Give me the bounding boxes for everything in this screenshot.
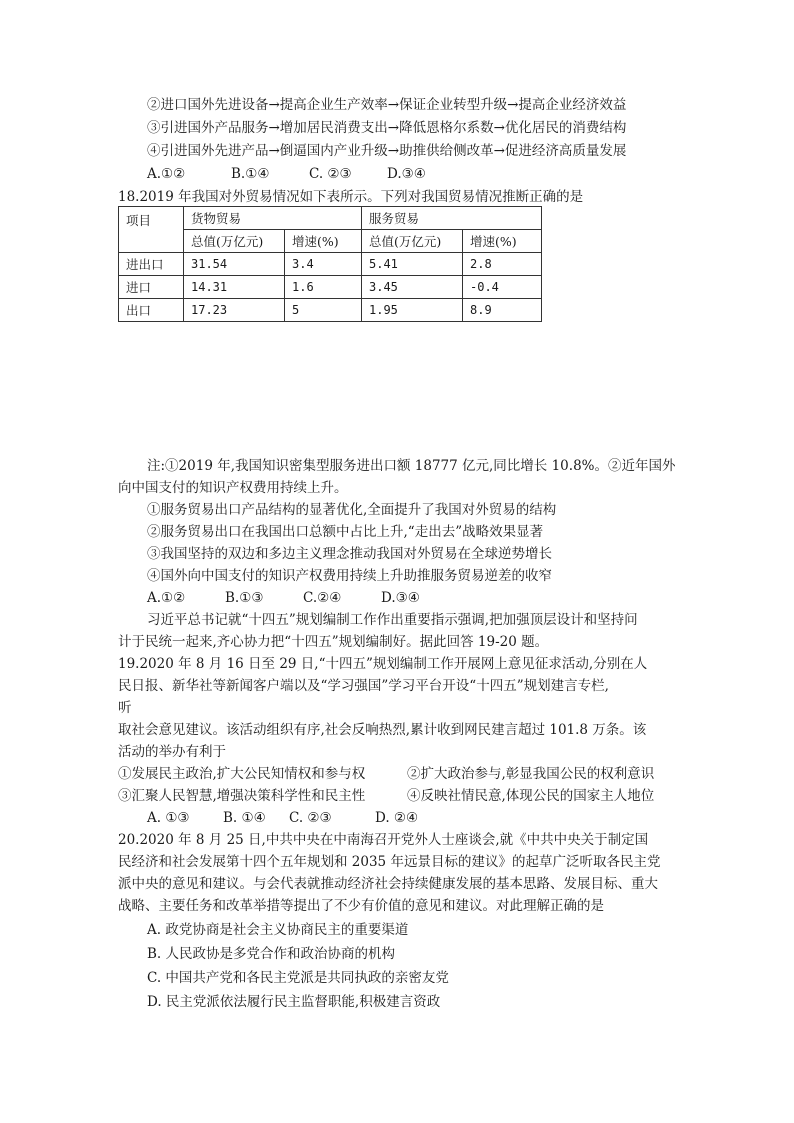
- trade-table: [118, 206, 542, 322]
- q17-item-4: ④引进国外先进产品→倒逼国内产业升级→助推供给侧改革→促进经济高质量发展: [147, 143, 627, 159]
- intro-line-2: 计于民统一起来,齐心协力把“十四五”规划编制好。据此回答 19-20 题。: [118, 634, 549, 650]
- q19-line-5: 活动的举办有利于: [118, 744, 226, 760]
- q19-item-4: ④反映社情民意,体现公民的国家主人地位: [407, 788, 655, 804]
- row-label: 出口: [119, 299, 184, 322]
- q18-option-c[interactable]: C.②④: [303, 590, 342, 606]
- q20-option-c[interactable]: C. 中国共产党和各民主党派是共同执政的亲密友党: [147, 970, 449, 986]
- subheader-goods-growth: 增速(%): [285, 230, 362, 253]
- subheader-services-growth: 增速(%): [463, 230, 542, 253]
- services-growth-cell: -0.4: [463, 276, 542, 299]
- q17-option-d[interactable]: D.③④: [387, 166, 426, 182]
- q17-item-2: ②进口国外先进设备→提高企业生产效率→保证企业转型升级→提高企业经济效益: [147, 97, 627, 113]
- q18-option-d[interactable]: D.③④: [381, 590, 420, 606]
- header-goods: 货物贸易: [184, 207, 362, 230]
- q18-options: [147, 589, 420, 607]
- table-header-row: [119, 207, 542, 230]
- goods-total-cell: 31.54: [184, 253, 285, 276]
- q18-note-line-2: 向中国支付的知识产权费用持续上升。: [118, 480, 348, 496]
- q18-stem: 18.2019 年我国对外贸易情况如下表所示。下列对我国贸易情况推断正确的是: [118, 189, 584, 205]
- q19-option-c[interactable]: C. ②③: [289, 810, 332, 826]
- goods-growth-cell: 3.4: [285, 253, 362, 276]
- q19-option-a[interactable]: A. ①③: [147, 810, 190, 826]
- q19-option-b[interactable]: B. ①④: [223, 810, 266, 826]
- goods-growth-cell: 5: [285, 299, 362, 322]
- q17-option-c[interactable]: C. ②③: [309, 166, 352, 182]
- subheader-services-total: 总值(万亿元): [362, 230, 463, 253]
- goods-growth-cell: 1.6: [285, 276, 362, 299]
- q18-option-b[interactable]: B.①③: [225, 590, 264, 606]
- q19-item-2: ②扩大政治参与,彰显我国公民的权利意识: [407, 766, 655, 782]
- q19-line-1: 19.2020 年 8 月 16 日至 29 日,“十四五”规划编制工作开展网上意见征求活动,分别在人: [118, 656, 648, 672]
- q17-item-3: ③引进国外产品服务→增加居民消费支出→降低恩格尔系数→优化居民的消费结构: [147, 120, 627, 136]
- q18-option-a[interactable]: A.①②: [147, 590, 186, 606]
- subheader-goods-total: 总值(万亿元): [184, 230, 285, 253]
- q19-line-2: 民日报、新华社等新闻客户端以及“学习强国”学习平台开设“十四五”规划建言专栏,: [118, 678, 609, 694]
- services-total-cell: 1.95: [362, 299, 463, 322]
- intro-line-1: 习近平总书记就“十四五”规划编制工作作出重要指示强调,把加强顶层设计和坚持问: [147, 612, 638, 628]
- goods-total-cell: 17.23: [184, 299, 285, 322]
- q19-line-4: 取社会意见建议。该活动组织有序,社会反响热烈,累计收到网民建言超过 101.8 万条。该: [118, 722, 647, 738]
- q18-item-1: ①服务贸易出口产品结构的显著优化,全面提升了我国对外贸易的结构: [147, 502, 557, 518]
- services-total-cell: 5.41: [362, 253, 463, 276]
- services-growth-cell: 8.9: [463, 299, 542, 322]
- q20-line-1: 20.2020 年 8 月 25 日,中共中央在中南海召开党外人士座谈会,就《中共中央关于制定国: [118, 832, 649, 848]
- q20-option-b[interactable]: B. 人民政协是多党合作和政治协商的机构: [147, 946, 396, 962]
- q19-option-d[interactable]: D. ②④: [375, 810, 419, 826]
- q20-line-2: 民经济和社会发展第十四个五年规划和 2035 年远景目标的建议》的起草广泛听取各民主党: [118, 854, 661, 870]
- q18-item-2: ②服务贸易出口在我国出口总额中占比上升,“走出去”战略效果显著: [147, 524, 544, 540]
- q18-item-4: ④国外向中国支付的知识产权费用持续上升助推服务贸易逆差的收窄: [147, 568, 552, 584]
- q19-item-3: ③汇聚人民智慧,增强决策科学性和民主性: [118, 788, 366, 804]
- table-row: [119, 299, 542, 322]
- row-label: 进出口: [119, 253, 184, 276]
- q20-line-3: 派中央的意见和建议。与会代表就推动经济社会持续健康发展的基本思路、发展目标、重大: [118, 876, 658, 892]
- q20-option-d[interactable]: D. 民主党派依法履行民主监督职能,积极建言资政: [147, 994, 441, 1010]
- q17-options: [147, 165, 426, 183]
- row-label: 进口: [119, 276, 184, 299]
- q20-line-4: 战略、主要任务和改革举措等提出了不少有价值的意见和建议。对此理解正确的是: [118, 898, 604, 914]
- header-services: 服务贸易: [362, 207, 542, 230]
- table-row: [119, 276, 542, 299]
- header-item: 项目: [119, 207, 184, 253]
- q18-item-3: ③我国坚持的双边和多边主义理念推动我国对外贸易在全球逆势增长: [147, 546, 552, 562]
- services-total-cell: 3.45: [362, 276, 463, 299]
- services-growth-cell: 2.8: [463, 253, 542, 276]
- q19-line-3: 听: [118, 700, 132, 716]
- q17-option-b[interactable]: B.①④: [231, 166, 270, 182]
- q19-options: [147, 809, 418, 827]
- q17-option-a[interactable]: A.①②: [147, 166, 186, 182]
- q20-option-a[interactable]: A. 政党协商是社会主义协商民主的重要渠道: [147, 922, 409, 938]
- q18-note-line-1: 注:①2019 年,我国知识密集型服务进出口额 18777 亿元,同比增长 10.8%。②近年国外: [147, 458, 676, 474]
- table-row: [119, 253, 542, 276]
- q19-item-1: ①发展民主政治,扩大公民知情权和参与权: [118, 766, 366, 782]
- goods-total-cell: 14.31: [184, 276, 285, 299]
